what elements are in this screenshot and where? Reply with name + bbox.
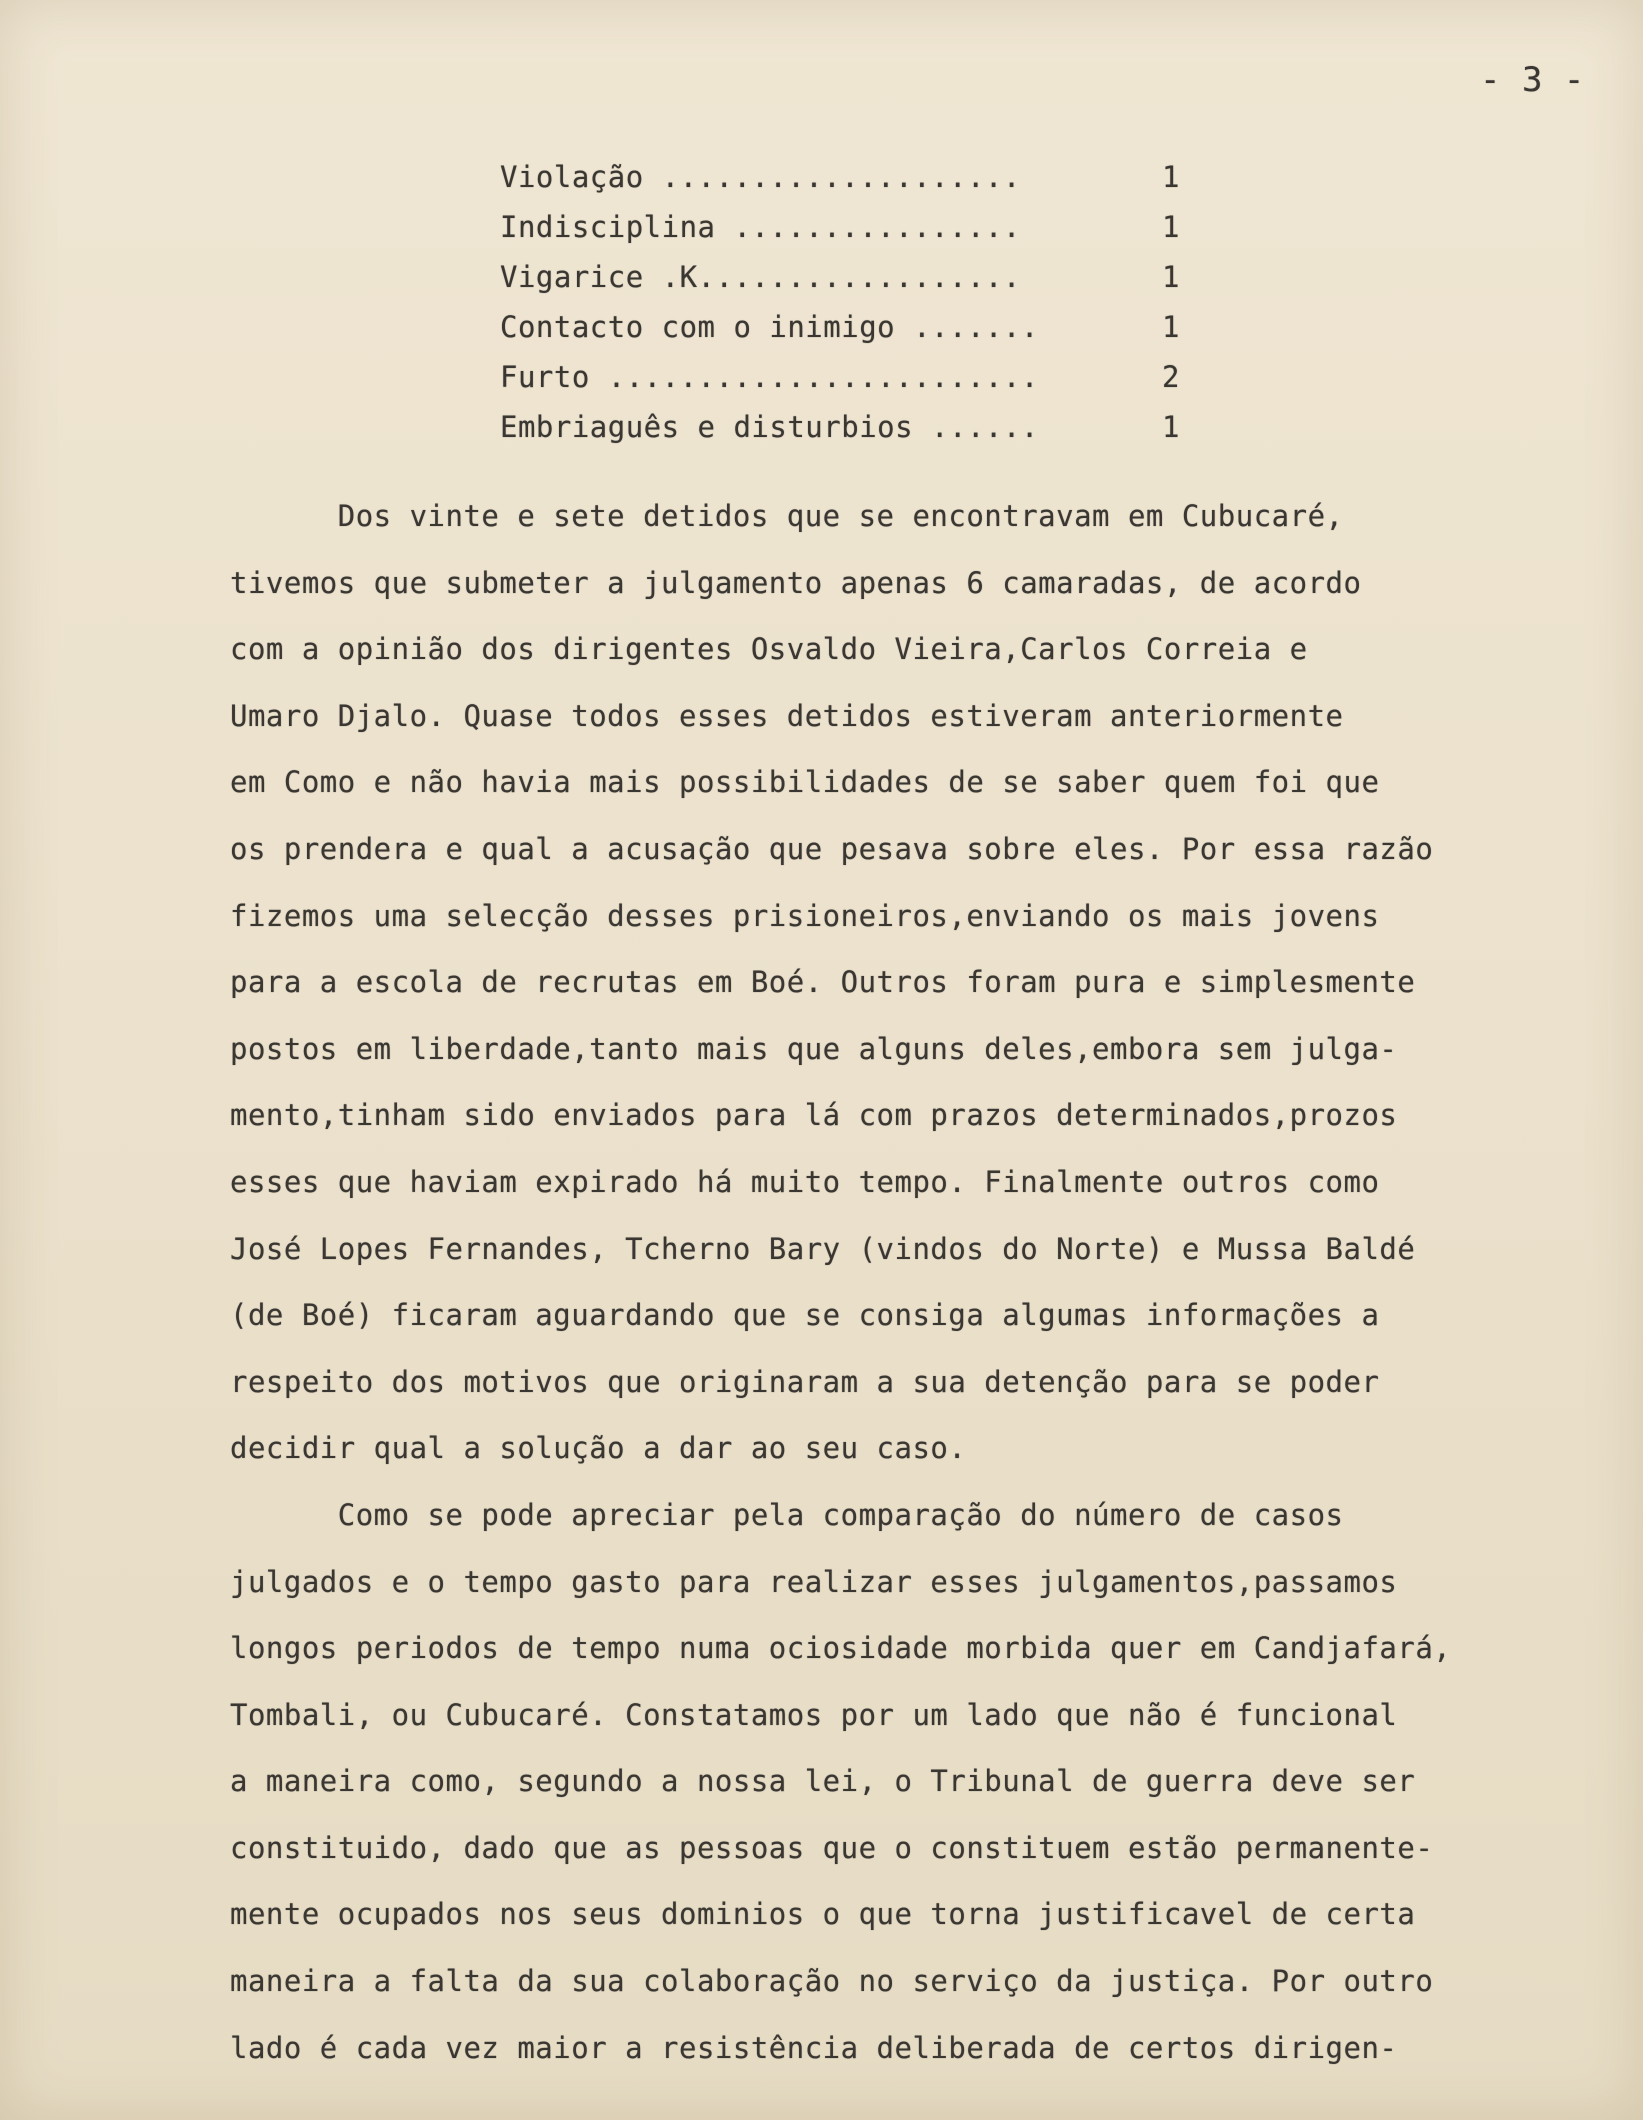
text-line: mente ocupados nos seus dominios o que torna justificavel de certa bbox=[230, 1897, 1416, 1932]
offense-label: Embriaguês e disturbios ...... bbox=[500, 410, 1039, 444]
text-line: Dos vinte e sete detidos que se encontravam em Cubucaré, bbox=[230, 499, 1344, 533]
offense-row bbox=[500, 352, 1220, 402]
offense-row bbox=[500, 302, 1220, 352]
text-line: Tombali, ou Cubucaré. Constatamos por um lado que não é funcional bbox=[230, 1697, 1398, 1732]
offense-row bbox=[500, 402, 1220, 452]
offense-count: 1 bbox=[1162, 260, 1180, 294]
text-line: (de Boé) ficaram aguardando que se consiga algumas informações a bbox=[230, 1298, 1380, 1333]
offense-row bbox=[500, 152, 1220, 202]
text-line: fizemos uma selecção desses prisioneiros,enviando os mais jovens bbox=[230, 898, 1380, 933]
offense-label: Vigarice .K.................. bbox=[500, 260, 1021, 294]
text-line: maneira a falta da sua colaboração no serviço da justiça. Por outro bbox=[230, 1964, 1434, 1999]
body-text bbox=[230, 483, 1625, 2081]
paragraph bbox=[230, 483, 1625, 1482]
text-line: a maneira como, segundo a nossa lei, o Tribunal de guerra deve ser bbox=[230, 1764, 1416, 1799]
offense-count: 1 bbox=[1162, 160, 1180, 194]
text-line: mento,tinham sido enviados para lá com prazos determinados,prozos bbox=[230, 1098, 1398, 1133]
text-line: constituido, dado que as pessoas que o constituem estão permanente- bbox=[230, 1830, 1434, 1865]
offense-count: 1 bbox=[1162, 410, 1180, 444]
text-line: decidir qual a solução a dar ao seu caso. bbox=[230, 1431, 967, 1466]
text-line: postos em liberdade,tanto mais que alguns deles,embora sem julga- bbox=[230, 1031, 1398, 1066]
offense-label: Contacto com o inimigo ....... bbox=[500, 310, 1039, 344]
text-line: tivemos que submeter a julgamento apenas 6 camaradas, de acordo bbox=[230, 565, 1362, 600]
offense-label: Violação .................... bbox=[500, 160, 1021, 194]
offense-count: 2 bbox=[1162, 360, 1180, 394]
text-line: longos periodos de tempo numa ociosidade morbida quer em Candjafará, bbox=[230, 1631, 1452, 1666]
text-line: julgados e o tempo gasto para realizar esses julgamentos,passamos bbox=[230, 1564, 1398, 1599]
offense-label: Furto ........................ bbox=[500, 360, 1039, 394]
paragraph bbox=[230, 1482, 1625, 2081]
offense-row bbox=[500, 202, 1220, 252]
text-line: com a opinião dos dirigentes Osvaldo Vieira,Carlos Correia e bbox=[230, 632, 1308, 667]
offense-count: 1 bbox=[1162, 210, 1180, 244]
offense-count: 1 bbox=[1162, 310, 1180, 344]
text-line: Umaro Djalo. Quase todos esses detidos estiveram anteriormente bbox=[230, 698, 1344, 733]
text-line: José Lopes Fernandes, Tcherno Bary (vindos do Norte) e Mussa Baldé bbox=[230, 1231, 1416, 1266]
text-line: respeito dos motivos que originaram a sua detenção para se poder bbox=[230, 1364, 1380, 1399]
text-line: esses que haviam expirado há muito tempo. Finalmente outros como bbox=[230, 1164, 1380, 1199]
page-number: - 3 - bbox=[1480, 60, 1585, 100]
text-line: os prendera e qual a acusação que pesava sobre eles. Por essa razão bbox=[230, 831, 1434, 866]
offense-row bbox=[500, 252, 1220, 302]
text-line: em Como e não havia mais possibilidades de se saber quem foi que bbox=[230, 765, 1380, 800]
text-line: para a escola de recrutas em Boé. Outros foram pura e simplesmente bbox=[230, 965, 1416, 1000]
text-line: lado é cada vez maior a resistência deliberada de certos dirigen- bbox=[230, 2030, 1398, 2065]
offense-label: Indisciplina ................ bbox=[500, 210, 1021, 244]
offense-list bbox=[500, 152, 1220, 452]
text-line: Como se pode apreciar pela comparação do número de casos bbox=[230, 1497, 1344, 1532]
